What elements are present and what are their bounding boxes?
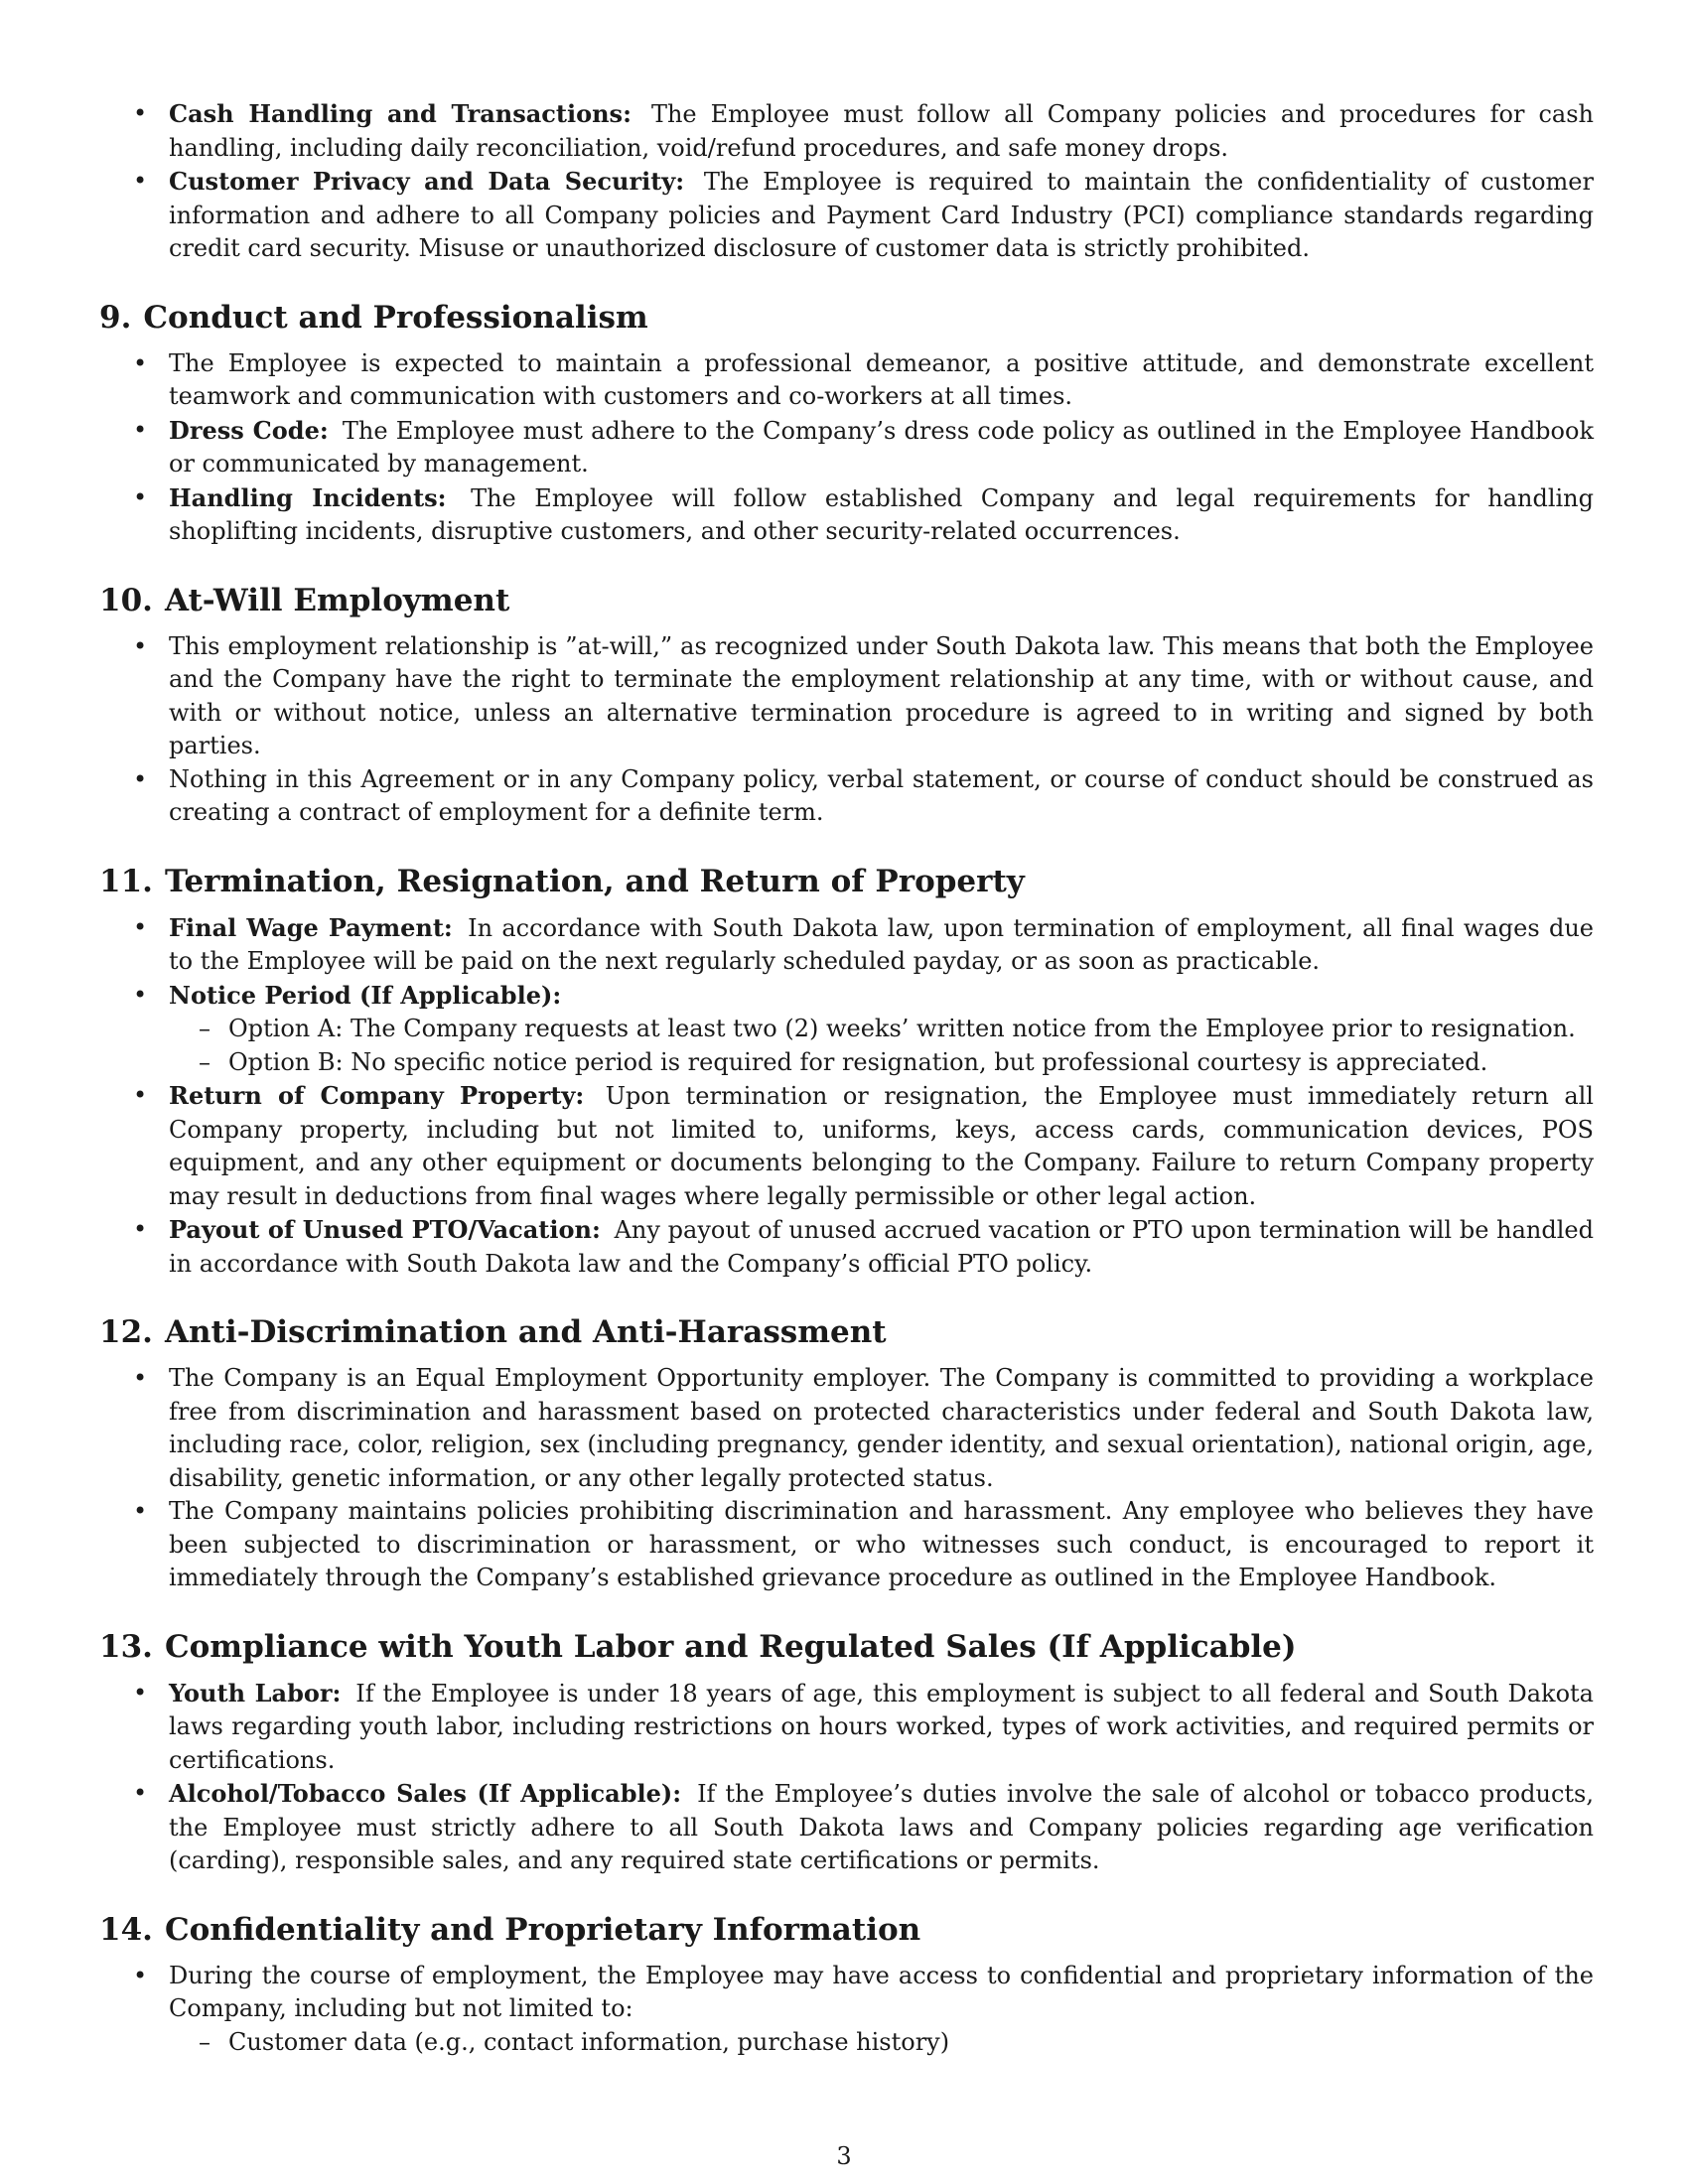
item-lead: Return of Company Property: <box>169 1081 585 1110</box>
continuation-block <box>99 97 1594 266</box>
list-item <box>99 630 1594 763</box>
bullet-icon: • <box>133 980 148 1009</box>
list-item <box>99 1079 1594 1213</box>
item-text: This employment relationship is ”at-will,” as recognized under South Dakota law. This means that both the Employee and the Company have the right to terminate the employment relationship at any time, with or without cause, and with or without notice, unless an alternative termination procedure is agreed to in writing and signed by both parties. <box>169 631 1594 759</box>
item-lead: Dress Code: <box>169 415 329 445</box>
item-lead: Handling Incidents: <box>169 482 447 512</box>
sub-item-text: Customer data (e.g., contact information, purchase history) <box>228 2027 950 2056</box>
section-9 <box>99 298 1594 549</box>
item-lead: Payout of Unused PTO/Vacation: <box>169 1215 601 1244</box>
section-number: 9. <box>99 299 132 336</box>
section-heading <box>99 1627 1594 1667</box>
item-text: Upon termination or resignation, the Employee must immediately return all Company property, including but not limited to, uniforms, keys, access cards, communication devices, POS equipment, and any other equipment or documents belonging to the Company. Failure to return Company property may result in deductions from final wages where legally permissible or other legal action. <box>169 1082 1594 1210</box>
item-text: The Company maintains policies prohibiting discrimination and harassment. Any employee who believes they have been subjected to discrimination or harassment, or who witnesses such conduct, is encouraged to report it immediately through the Company’s established grievance procedure as outlined in the Employee Handbook. <box>169 1497 1594 1591</box>
item-text: Nothing in this Agreement or in any Company policy, verbal statement, or course of conduct should be construed as creating a contract of employment for a definite term. <box>169 764 1594 826</box>
list-item <box>99 1677 1594 1778</box>
bullet-list <box>99 630 1594 830</box>
section-12 <box>99 1312 1594 1595</box>
section-heading <box>99 1910 1594 1950</box>
list-item <box>99 763 1594 830</box>
section-title: Confidentiality and Proprietary Information <box>164 1911 921 1948</box>
bullet-icon: • <box>133 912 148 941</box>
list-item <box>99 1777 1594 1878</box>
section-number: 13. <box>99 1628 153 1665</box>
bullet-icon: • <box>133 348 148 377</box>
bullet-icon: • <box>133 1961 148 1989</box>
list-item <box>99 481 1594 549</box>
section-heading <box>99 298 1594 338</box>
item-lead: Cash Handling and Transactions: <box>169 99 632 128</box>
item-text: During the course of employment, the Employee may have access to confidential and proprietary information of the Company, including but not limited to: <box>169 1961 1594 2022</box>
item-text: The Employee is required to maintain the confidentiality of customer information and adhere to all Company policies and Payment Card Industry (PCI) compliance standards regarding credit card security. Misuse or unauthorized disclosure of customer data is strictly prohibited. <box>169 168 1594 262</box>
page-number: 3 <box>836 2142 852 2170</box>
bullet-icon: • <box>133 99 148 127</box>
section-number: 12. <box>99 1314 153 1350</box>
section-heading <box>99 862 1594 901</box>
item-lead: Youth Labor: <box>169 1678 342 1707</box>
item-text: In accordance with South Dakota law, upon termination of employment, all final wages due to the Employee will be paid on the next regularly scheduled payday, or as soon as practicable. <box>169 913 1594 975</box>
section-11 <box>99 862 1594 1282</box>
sub-list <box>169 1013 1594 1079</box>
section-title: Termination, Resignation, and Return of Property <box>164 863 1025 899</box>
bullet-list <box>99 1362 1594 1595</box>
sub-list-item <box>169 2026 1594 2060</box>
section-number: 11. <box>99 863 153 899</box>
item-text: The Employee will follow established Company and legal requirements for handling shoplifting incidents, disruptive customers, and other security-related occurrences. <box>169 483 1594 545</box>
section-title: Conduct and Professionalism <box>143 299 648 336</box>
bullet-icon: • <box>133 631 148 660</box>
dash-icon: – <box>199 1047 211 1076</box>
bullet-list <box>99 911 1594 1282</box>
list-item <box>99 979 1594 1080</box>
bullet-list <box>99 347 1594 549</box>
bullet-icon: • <box>133 1081 148 1109</box>
sub-list-item <box>169 1013 1594 1046</box>
section-number: 10. <box>99 582 153 618</box>
section-14 <box>99 1910 1594 2060</box>
item-text: The Employee must adhere to the Company’s dress code policy as outlined in the Employee Handbook or communicated by management. <box>169 416 1594 478</box>
bullet-icon: • <box>133 764 148 793</box>
bullet-icon: • <box>133 1497 148 1525</box>
sub-list <box>169 2026 1594 2060</box>
bullet-icon: • <box>133 167 148 195</box>
list-item <box>99 1495 1594 1595</box>
section-heading <box>99 1312 1594 1352</box>
bullet-icon: • <box>133 1215 148 1243</box>
item-lead: Final Wage Payment: <box>169 912 453 942</box>
bullet-icon: • <box>133 482 148 511</box>
item-lead: Alcohol/Tobacco Sales (If Applicable): <box>169 1779 682 1808</box>
sub-item-text: Option A: The Company requests at least two (2) weeks’ written notice from the Employee prior to resignation. <box>228 1015 1576 1042</box>
section-title: Compliance with Youth Labor and Regulated Sales (If Applicable) <box>164 1628 1297 1665</box>
section-title: Anti-Discrimination and Anti-Harassment <box>164 1314 887 1350</box>
item-text: Any payout of unused accrued vacation or PTO upon termination will be handled in accordance with South Dakota law and the Company’s official PTO policy. <box>169 1216 1594 1278</box>
bullet-icon: • <box>133 1779 148 1807</box>
item-text: If the Employee’s duties involve the sale of alcohol or tobacco products, the Employee must strictly adhere to all South Dakota laws and Company policies regarding age verification (carding), responsible sales, and any required state certifications or permits. <box>169 1780 1594 1874</box>
section-title: At-Will Employment <box>164 582 510 618</box>
item-text: If the Employee is under 18 years of age, this employment is subject to all federal and South Dakota laws regarding youth labor, including restrictions on hours worked, types of work activities, and required permits or certifications. <box>169 1679 1594 1774</box>
section-13 <box>99 1627 1594 1878</box>
bullet-icon: • <box>133 415 148 444</box>
list-item <box>99 1960 1594 2060</box>
item-text: The Employee is expected to maintain a professional demeanor, a positive attitude, and demonstrate excellent teamwork and communication with customers and co-workers at all times. <box>169 348 1594 410</box>
dash-icon: – <box>199 1015 211 1042</box>
dash-icon: – <box>199 2027 211 2056</box>
list-item <box>99 165 1594 266</box>
bullet-list <box>99 97 1594 266</box>
list-item <box>99 97 1594 165</box>
page-content <box>99 97 1594 2059</box>
bullet-list <box>99 1677 1594 1878</box>
list-item <box>99 911 1594 979</box>
list-item <box>99 1362 1594 1495</box>
list-item <box>99 347 1594 414</box>
list-item <box>99 414 1594 481</box>
bullet-icon: • <box>133 1364 148 1392</box>
section-heading <box>99 581 1594 620</box>
section-10 <box>99 581 1594 830</box>
sub-list-item <box>169 1046 1594 1080</box>
item-lead: Notice Period (If Applicable): <box>169 980 562 1010</box>
item-text: The Company is an Equal Employment Opportunity employer. The Company is committed to providing a workplace free from discrimination and harassment based on protected characteristics under federal and South Dakota law, including race, color, religion, sex (including pregnancy, gender identity, and sexual orientation), national origin, age, disability, genetic information, or any other legally protected status. <box>169 1364 1594 1492</box>
item-text: The Employee must follow all Company policies and procedures for cash handling, including daily reconciliation, void/refund procedures, and safe money drops. <box>169 100 1594 162</box>
sub-item-text: Option B: No specific notice period is required for resignation, but professional courtesy is appreciated. <box>228 1047 1488 1076</box>
bullet-icon: • <box>133 1678 148 1706</box>
section-number: 14. <box>99 1911 153 1948</box>
bullet-list <box>99 1960 1594 2060</box>
list-item <box>99 1213 1594 1281</box>
item-lead: Customer Privacy and Data Security: <box>169 167 685 196</box>
